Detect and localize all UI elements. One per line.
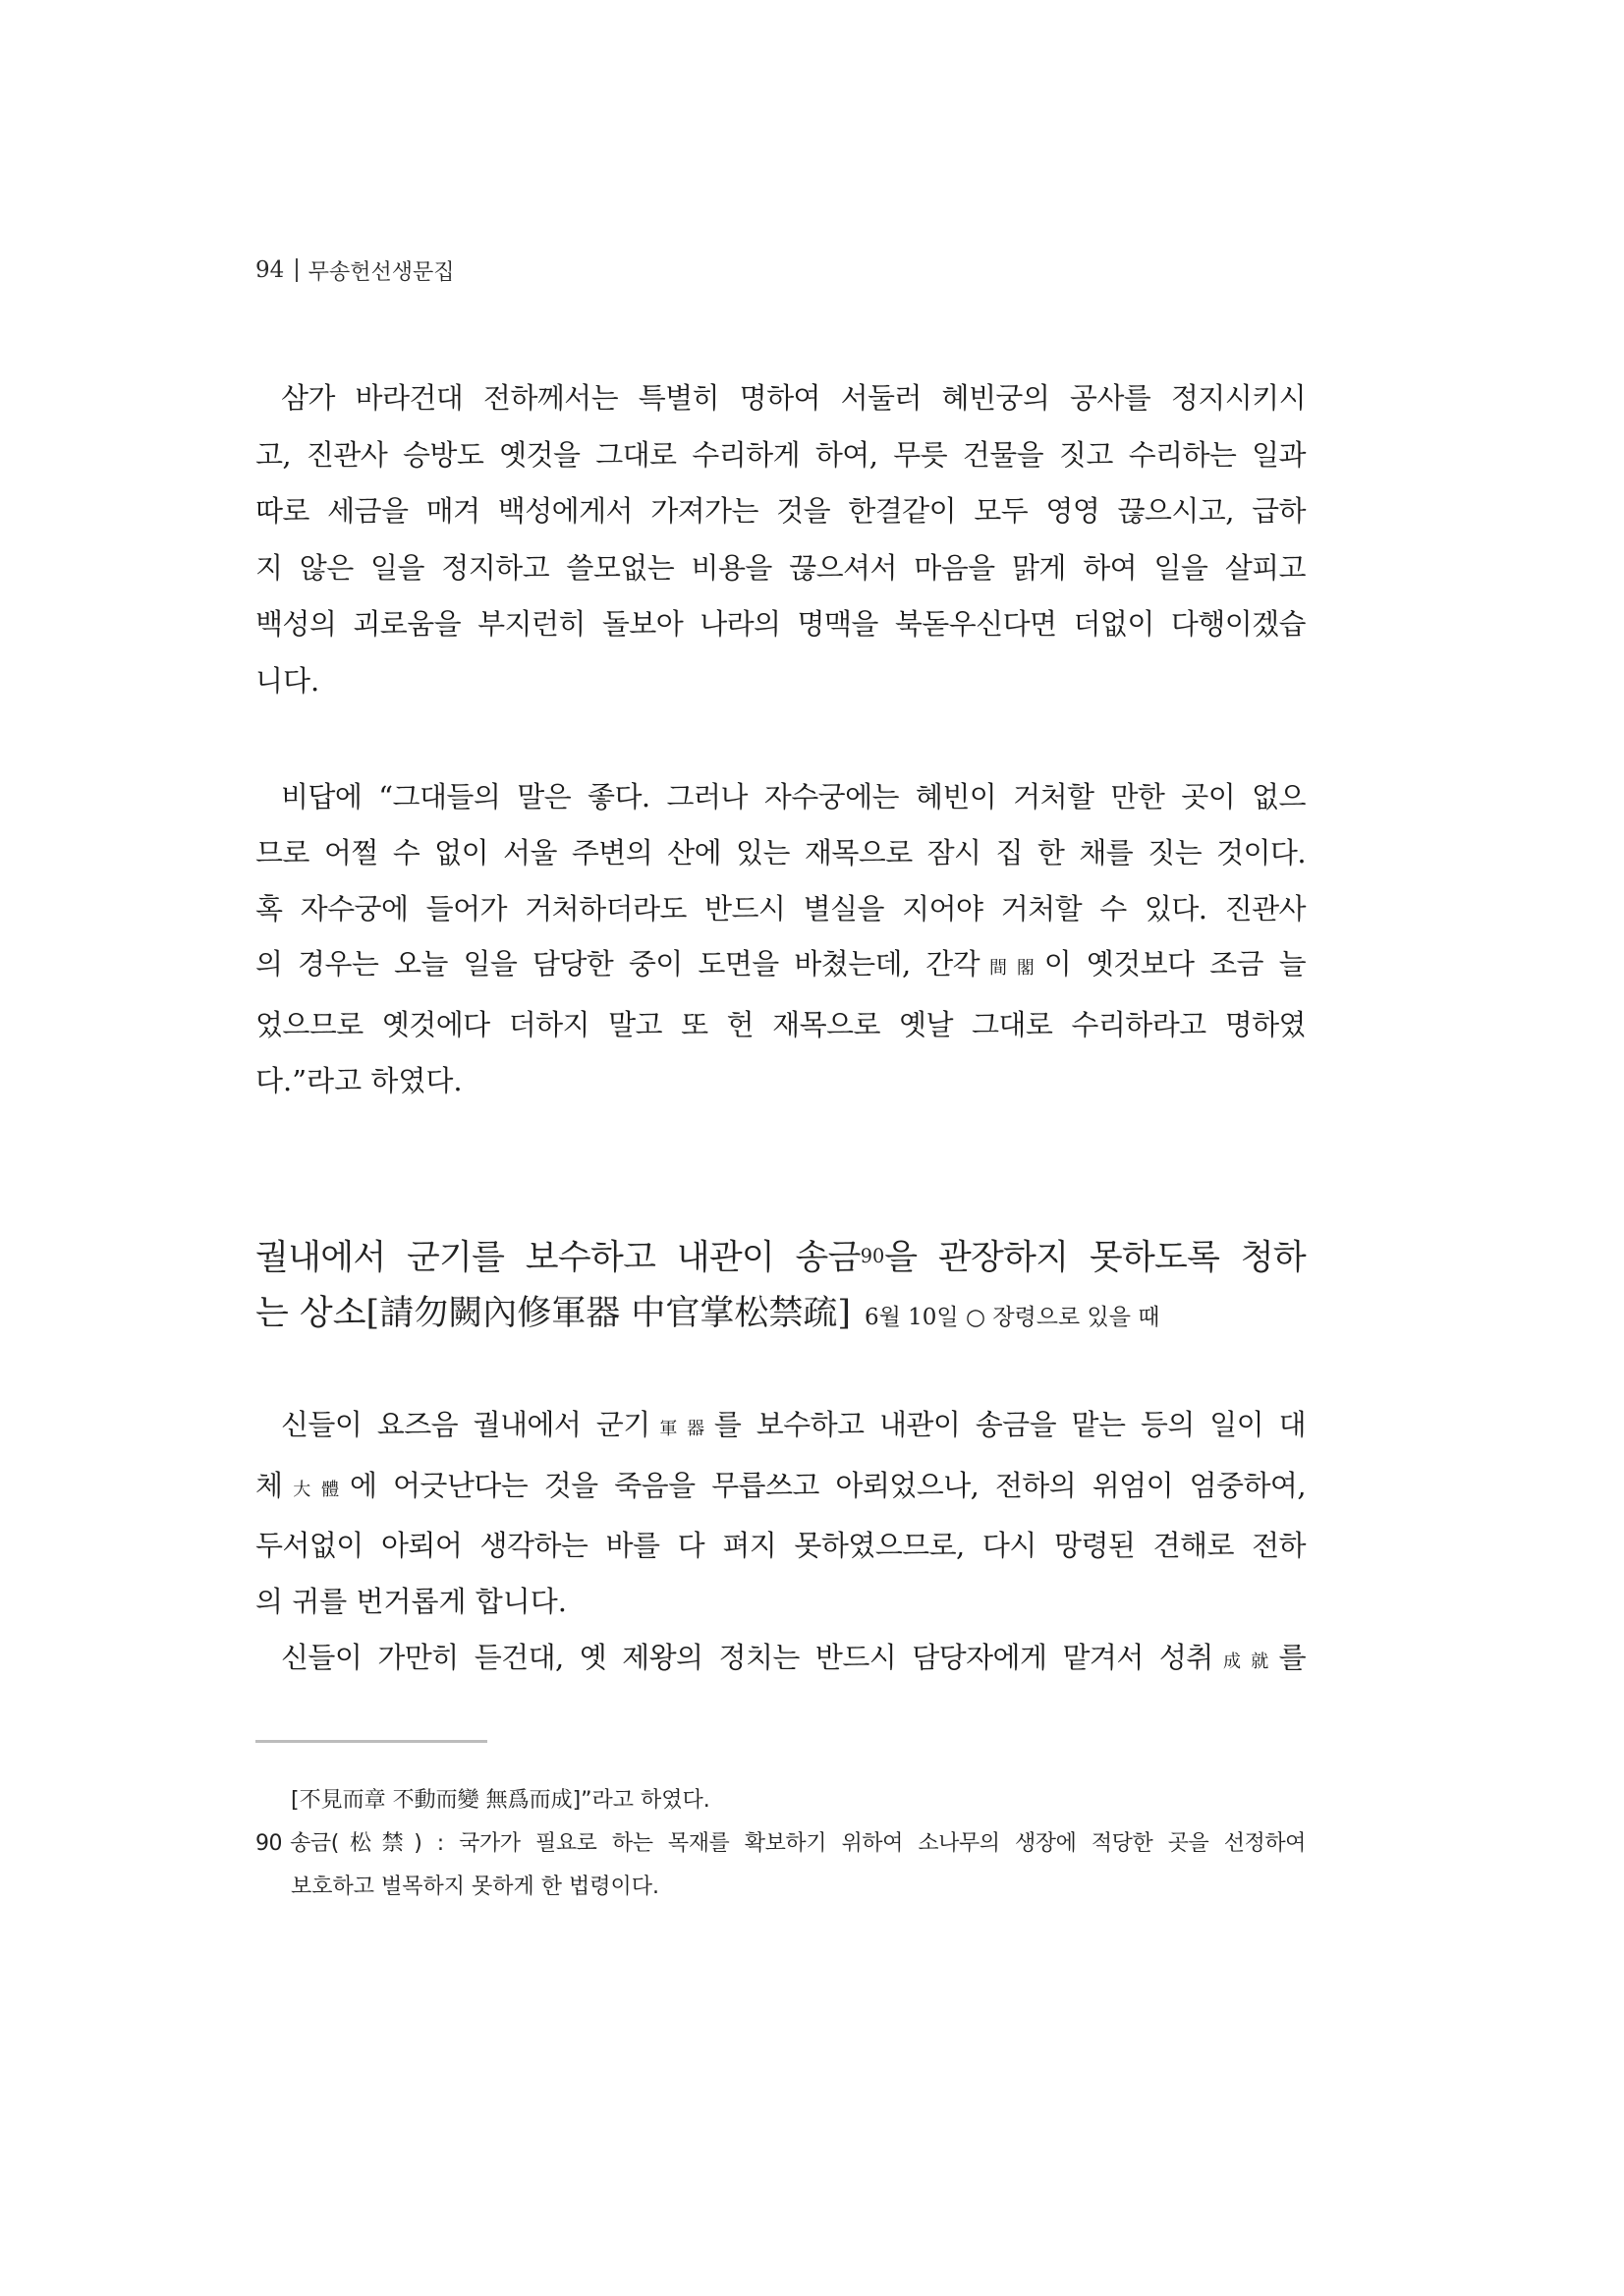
footnote-number: 90	[255, 1831, 283, 1856]
paragraph-line: 비답에 “그대들의 말은 좋다. 그러나 자수궁에는 혜빈이 거처할 만한 곳이 없으	[281, 780, 1306, 813]
paragraph-line	[255, 1630, 1306, 1691]
footnotes	[255, 1779, 1306, 1909]
paragraph-line: 니다.	[255, 663, 320, 698]
heading-text: 궐내에서 군기를 보수하고 내관이 송금	[255, 1238, 861, 1278]
text-segment: 신들이 요즈음 궐내에서 군기	[281, 1408, 650, 1441]
heading-text: 을 관장하지 못하도록 청하	[884, 1238, 1306, 1278]
paragraph-line: 백성의 괴로움을 부지런히 돌보아 나라의 명맥을 북돋우신다면 더없이 다행이겠습	[255, 607, 1306, 641]
hanja-gloss: 成就	[1212, 1651, 1279, 1672]
paragraph	[255, 1397, 1306, 1630]
paragraph-line: 삼가 바라건대 전하께서는 특별히 명하여 서둘러 혜빈궁의 공사를 정지시키시	[281, 381, 1306, 415]
heading-line	[255, 1229, 1306, 1286]
paragraph-line: 므로 어쩔 수 없이 서울 주변의 산에 있는 재목으로 잠시 집 한 채를 짓는 것이다.	[255, 835, 1306, 869]
text-segment: 를 보수하고 내관이 송금을 맡는 등의 일이 대	[713, 1408, 1307, 1441]
running-head	[255, 254, 455, 286]
hanja-gloss: 大體	[282, 1479, 350, 1500]
hanja-gloss: 間閣	[980, 958, 1044, 980]
paragraph-line: 의 귀를 번거롭게 합니다.	[255, 1585, 568, 1619]
page-number: 94	[255, 257, 285, 283]
footnote-text: 송금(松禁) : 국가가 필요로 하는 목재를 확보하기 위하여 소나무의 생장에 적당한 곳을 선정하여	[290, 1831, 1306, 1856]
paragraph-line: 지 않은 일을 정지하고 쓸모없는 비용을 끊으셔서 마음을 맑게 하여 일을 살피고	[255, 550, 1306, 585]
footnote-continued-line: [不見而章 不動而變 無爲而成]”라고 하였다.	[291, 1788, 710, 1813]
paragraph-line	[255, 936, 1306, 997]
paragraph-line: 었으므로 옛것에다 더하지 말고 또 헌 재목으로 옛날 그대로 수리하라고 명하였	[255, 1008, 1306, 1042]
text-segment: 를	[1278, 1640, 1306, 1674]
paragraph-group	[255, 1397, 1306, 1691]
paragraph	[255, 1630, 1306, 1691]
paragraph	[255, 370, 1306, 709]
paragraph-line	[255, 1397, 1306, 1458]
text-segment: 이 옛것보다 조금 늘	[1043, 947, 1307, 981]
paragraph-line: 혹 자수궁에 들어가 거처하더라도 반드시 별실을 지어야 거처할 수 있다. 진관사	[255, 891, 1306, 925]
paragraph-line: 다.”라고 하였다.	[255, 1063, 463, 1097]
footnote-line: 보호하고 벌목하지 못하게 한 법령이다.	[291, 1875, 659, 1899]
hanja-gloss: 軍器	[649, 1419, 714, 1439]
text-segment: 신들이 가만히 듣건대, 옛 제왕의 정치는 반드시 담당자에게 맡겨서 성취	[281, 1640, 1213, 1674]
heading-text: 는 상소[請勿闕內修軍器 中官掌松禁疏]	[255, 1293, 851, 1333]
paragraph	[255, 769, 1306, 1109]
book-title: 무송헌선생문집	[308, 259, 455, 285]
paragraph-line	[255, 1458, 1306, 1519]
heading-date-note: 6월 10일 ○ 장령으로 있을 때	[865, 1304, 1160, 1330]
paragraph-line: 따로 세금을 매겨 백성에게서 가져가는 것을 한결같이 모두 영영 끊으시고, 급하	[255, 494, 1306, 528]
footnote-line	[255, 1822, 1306, 1866]
footnote-separator	[255, 1740, 487, 1743]
section-heading	[255, 1229, 1306, 1345]
running-head-divider	[296, 258, 298, 282]
paragraph-line: 고, 진관사 승방도 옛것을 그대로 수리하게 하여, 무릇 건물을 짓고 수리하는 일과	[255, 437, 1306, 472]
text-segment: 의 경우는 오늘 일을 담당한 중이 도면을 바쳤는데, 간각	[255, 947, 980, 981]
paragraph-line: 두서없이 아뢰어 생각하는 바를 다 펴지 못하였으므로, 다시 망령된 견해로 전하	[255, 1529, 1306, 1563]
text-segment: 에 어긋난다는 것을 죽음을 무릅쓰고 아뢰었으나, 전하의 위엄이 엄중하여,	[349, 1468, 1306, 1502]
text-segment: 체	[255, 1468, 283, 1502]
heading-line	[255, 1286, 1306, 1345]
footnote-reference: 90	[860, 1245, 885, 1267]
